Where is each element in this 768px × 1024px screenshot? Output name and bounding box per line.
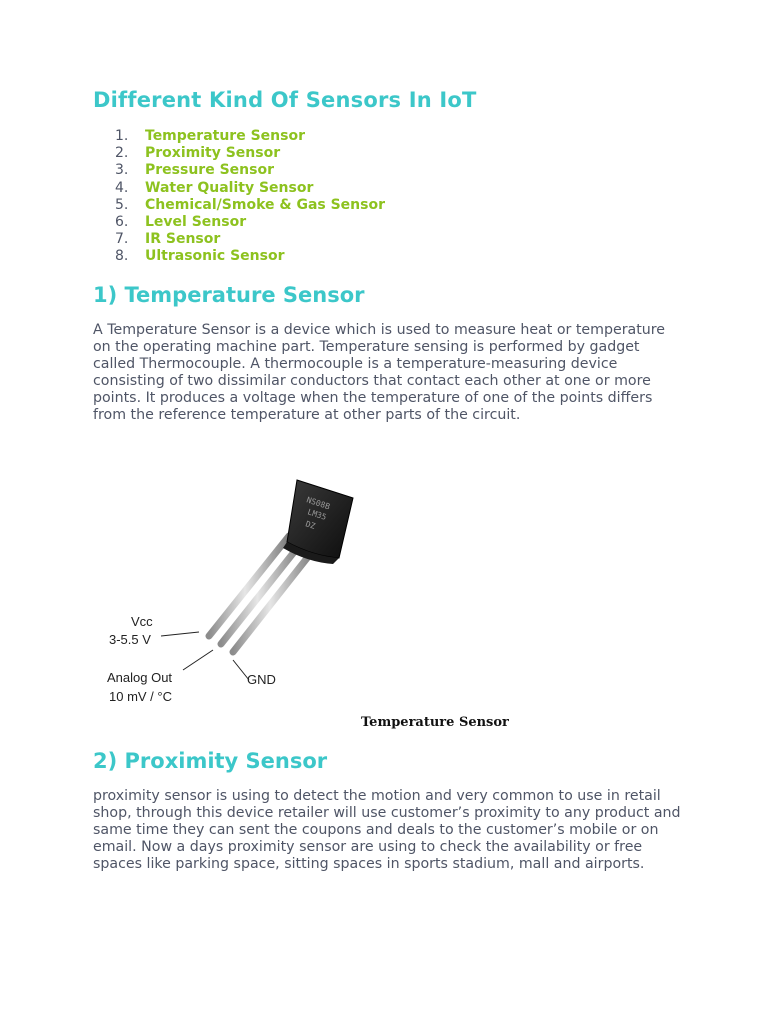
section-heading-temperature: 1) Temperature Sensor bbox=[93, 283, 365, 307]
list-item bbox=[93, 248, 683, 265]
section-body-proximity: proximity sensor is using to detect the motion and very common to use in retail shop, through this device retailer will use customer’s proximity to any product and same time they can sent the coupons and deals to the customer’s mobile or on email. Now a days proximity sensor are using to check the availability or free spaces like parking space, sitting spaces in sports stadium, mall and airports. bbox=[93, 788, 681, 873]
vcc-pointer-line bbox=[161, 632, 199, 636]
list-number: 2. bbox=[115, 145, 129, 162]
analog-out-label: Analog Out bbox=[107, 670, 173, 685]
sensor-list bbox=[93, 128, 683, 266]
list-label: Ultrasonic Sensor bbox=[145, 248, 285, 265]
list-label: IR Sensor bbox=[145, 231, 221, 248]
section-heading-proximity: 2) Proximity Sensor bbox=[93, 749, 328, 773]
vcc-range-label: 3-5.5 V bbox=[109, 632, 151, 647]
chip-marking-1: NS08B bbox=[305, 495, 332, 512]
list-number: 1. bbox=[115, 128, 129, 144]
chip-marking-3: DZ bbox=[304, 519, 317, 531]
list-label: Water Quality Sensor bbox=[145, 179, 314, 196]
list-item bbox=[93, 180, 683, 197]
list-number: 6. bbox=[115, 214, 129, 231]
chip-marking-2: LM35 bbox=[306, 507, 328, 522]
list-item bbox=[93, 162, 683, 179]
list-item bbox=[93, 197, 683, 214]
list-label: Temperature Sensor bbox=[145, 128, 305, 144]
list-item bbox=[93, 145, 683, 162]
analog-scale-label: 10 mV / °C bbox=[109, 689, 172, 704]
list-item bbox=[93, 128, 683, 145]
list-number: 5. bbox=[115, 196, 129, 213]
analog-pointer-line bbox=[183, 650, 213, 670]
vcc-label: Vcc bbox=[131, 614, 153, 629]
list-number: 4. bbox=[115, 179, 129, 196]
figure-caption: Temperature Sensor bbox=[361, 715, 509, 730]
list-item bbox=[93, 214, 683, 231]
document-page bbox=[93, 86, 683, 873]
gnd-label: GND bbox=[247, 672, 276, 687]
list-label: Chemical/Smoke & Gas Sensor bbox=[145, 196, 386, 213]
list-number: 8. bbox=[115, 248, 129, 265]
temperature-sensor-figure bbox=[101, 458, 521, 720]
list-label: Proximity Sensor bbox=[145, 145, 281, 162]
list-number: 7. bbox=[115, 231, 129, 248]
section-body-temperature: A Temperature Sensor is a device which is used to measure heat or temperature on the operating machine part. Temperature sensing is performed by gadget called Thermocouple. A thermocouple is a temperature-measuring device consisting of two dissimilar conductors that contact each other at one or more points. It produces a voltage when the temperature of one of the points differs from the reference temperature at other parts of the circuit. bbox=[93, 322, 666, 424]
list-label: Level Sensor bbox=[145, 214, 247, 231]
list-number: 3. bbox=[115, 162, 129, 179]
list-label: Pressure Sensor bbox=[145, 162, 274, 179]
list-item bbox=[93, 231, 683, 248]
lm35-chip-body bbox=[283, 480, 353, 564]
page-title: Different Kind Of Sensors In IoT bbox=[93, 88, 477, 112]
